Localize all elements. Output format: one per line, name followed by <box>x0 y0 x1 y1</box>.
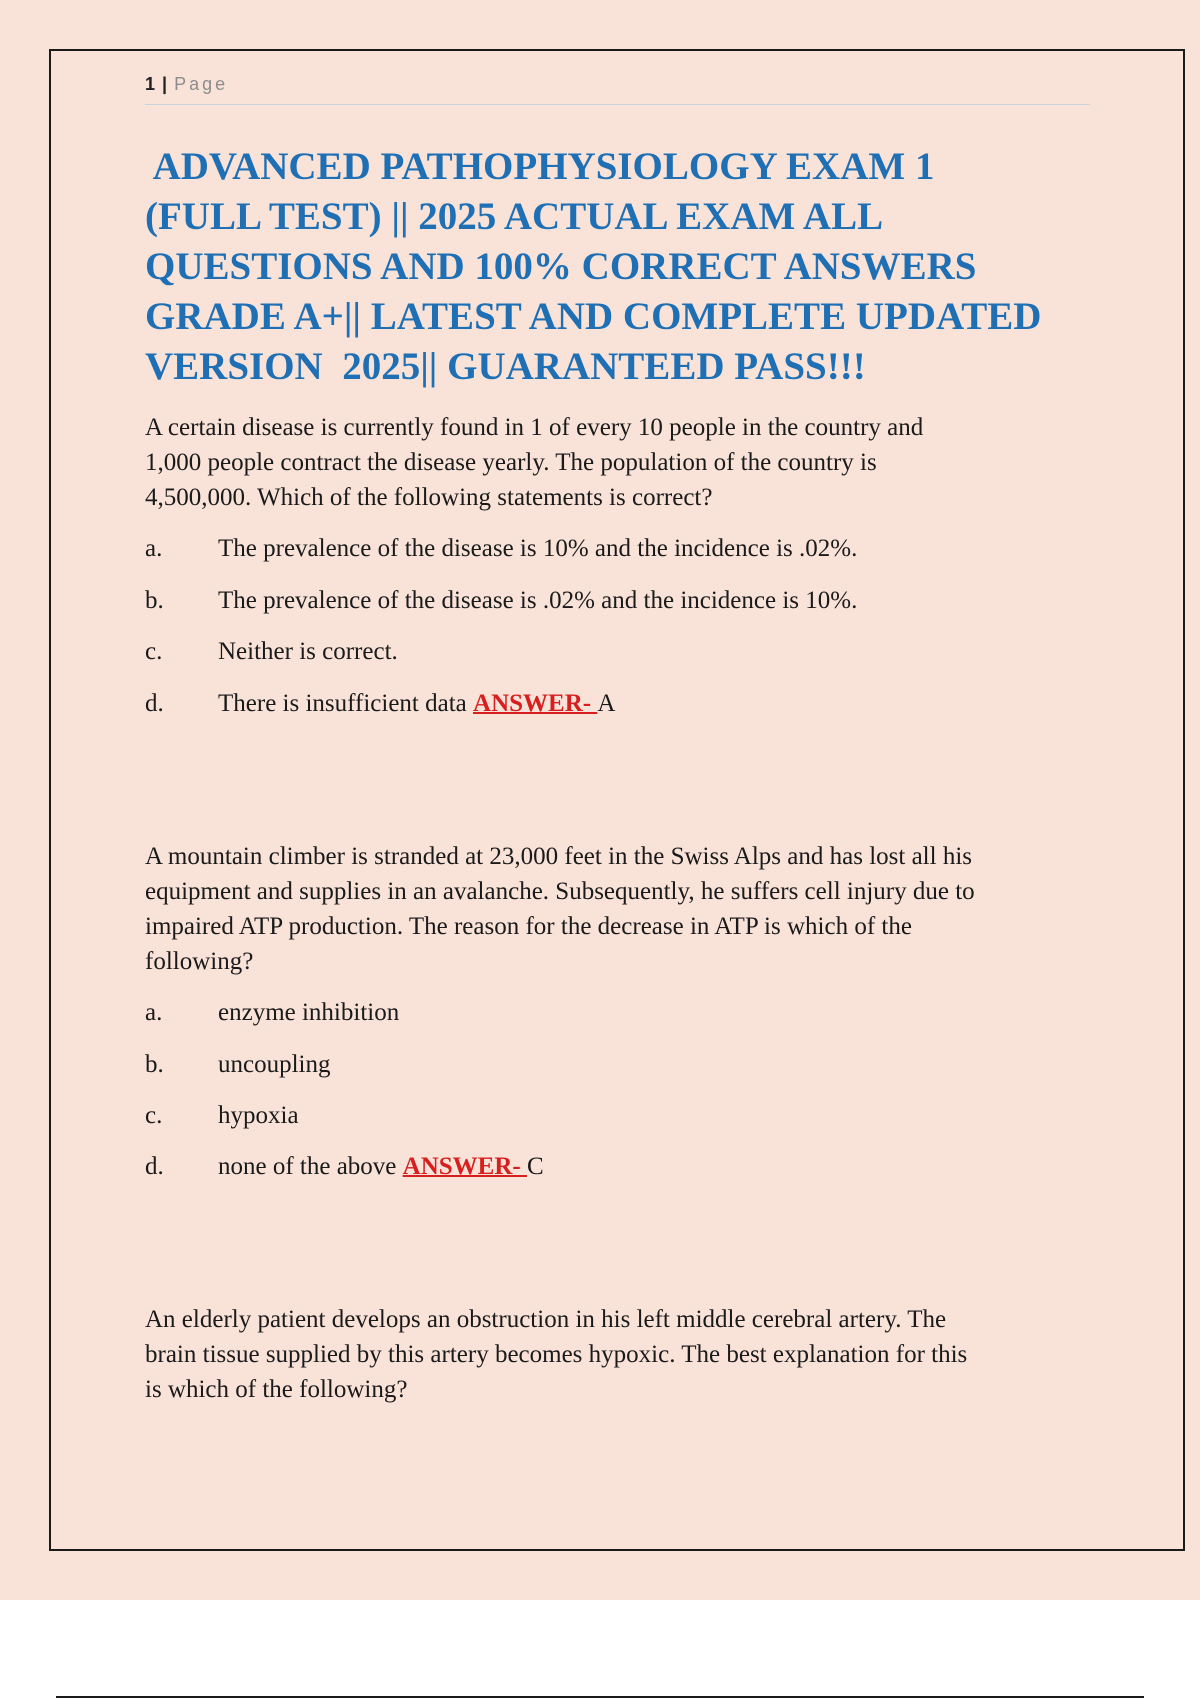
title-line: (FULL TEST) || 2025 ACTUAL EXAM ALL <box>145 195 884 238</box>
option-letter: c. <box>145 1102 163 1129</box>
answer-value: A <box>597 690 616 717</box>
question-2-stem <box>145 839 1095 979</box>
question-2-option-b <box>145 1047 331 1082</box>
footer-rule <box>56 1696 1144 1698</box>
question-3-stem <box>145 1302 1095 1407</box>
option-letter: b. <box>145 1051 164 1078</box>
header-separator: | <box>162 74 168 94</box>
answer-label: ANSWER- <box>473 690 598 717</box>
stem-line: A mountain climber is stranded at 23,000 feet in the Swiss Alps and has lost all his <box>145 843 972 870</box>
page-label: Page <box>174 74 229 94</box>
question-1-option-d <box>145 686 615 721</box>
question-2-option-a <box>145 995 399 1030</box>
option-letter: a. <box>145 535 163 562</box>
stem-line: is which of the following? <box>145 1376 408 1403</box>
question-2-option-d <box>145 1149 544 1184</box>
page-number: 1 <box>145 74 156 94</box>
document-title <box>145 142 1105 392</box>
question-2-option-c <box>145 1098 299 1133</box>
option-letter: d. <box>145 1153 164 1180</box>
answer-value: C <box>526 1153 544 1180</box>
stem-line: brain tissue supplied by this artery becomes hypoxic. The best explanation for this <box>145 1341 968 1368</box>
option-letter: b. <box>145 587 164 614</box>
question-1-option-c <box>145 634 398 669</box>
stem-line: following? <box>145 948 254 975</box>
stem-line: A certain disease is currently found in 1 of every 10 people in the country and <box>145 414 924 441</box>
title-line: ADVANCED PATHOPHYSIOLOGY EXAM 1 <box>145 145 935 188</box>
stem-line: An elderly patient develops an obstruction in his left middle cerebral artery. The <box>145 1306 947 1333</box>
option-text: none of the above <box>218 1153 403 1180</box>
option-text: Neither is correct. <box>218 638 398 665</box>
stem-line: equipment and supplies in an avalanche. Subsequently, he suffers cell injury due to <box>145 878 975 905</box>
option-text: hypoxia <box>218 1102 299 1129</box>
answer-label: ANSWER- <box>402 1153 527 1180</box>
title-line: VERSION 2025|| GUARANTEED PASS!!! <box>145 345 866 388</box>
title-line: GRADE A+|| LATEST AND COMPLETE UPDATED <box>145 295 1042 338</box>
option-text: There is insufficient data <box>218 690 474 717</box>
stem-line: 1,000 people contract the disease yearly. The population of the country is <box>145 449 877 476</box>
option-text: uncoupling <box>218 1051 331 1078</box>
stem-line: 4,500,000. Which of the following statements is correct? <box>145 484 713 511</box>
option-letter: c. <box>145 638 163 665</box>
option-text: enzyme inhibition <box>218 999 400 1026</box>
page-header <box>145 74 1090 105</box>
option-letter: a. <box>145 999 163 1026</box>
title-line: QUESTIONS AND 100% CORRECT ANSWERS <box>145 245 977 288</box>
question-1-option-a <box>145 531 857 566</box>
option-text: The prevalence of the disease is .02% and the incidence is 10%. <box>218 587 858 614</box>
stem-line: impaired ATP production. The reason for the decrease in ATP is which of the <box>145 913 912 940</box>
option-text: The prevalence of the disease is 10% and the incidence is .02%. <box>218 535 858 562</box>
option-letter: d. <box>145 690 164 717</box>
question-1-stem <box>145 410 1095 515</box>
question-1-option-b <box>145 583 857 618</box>
